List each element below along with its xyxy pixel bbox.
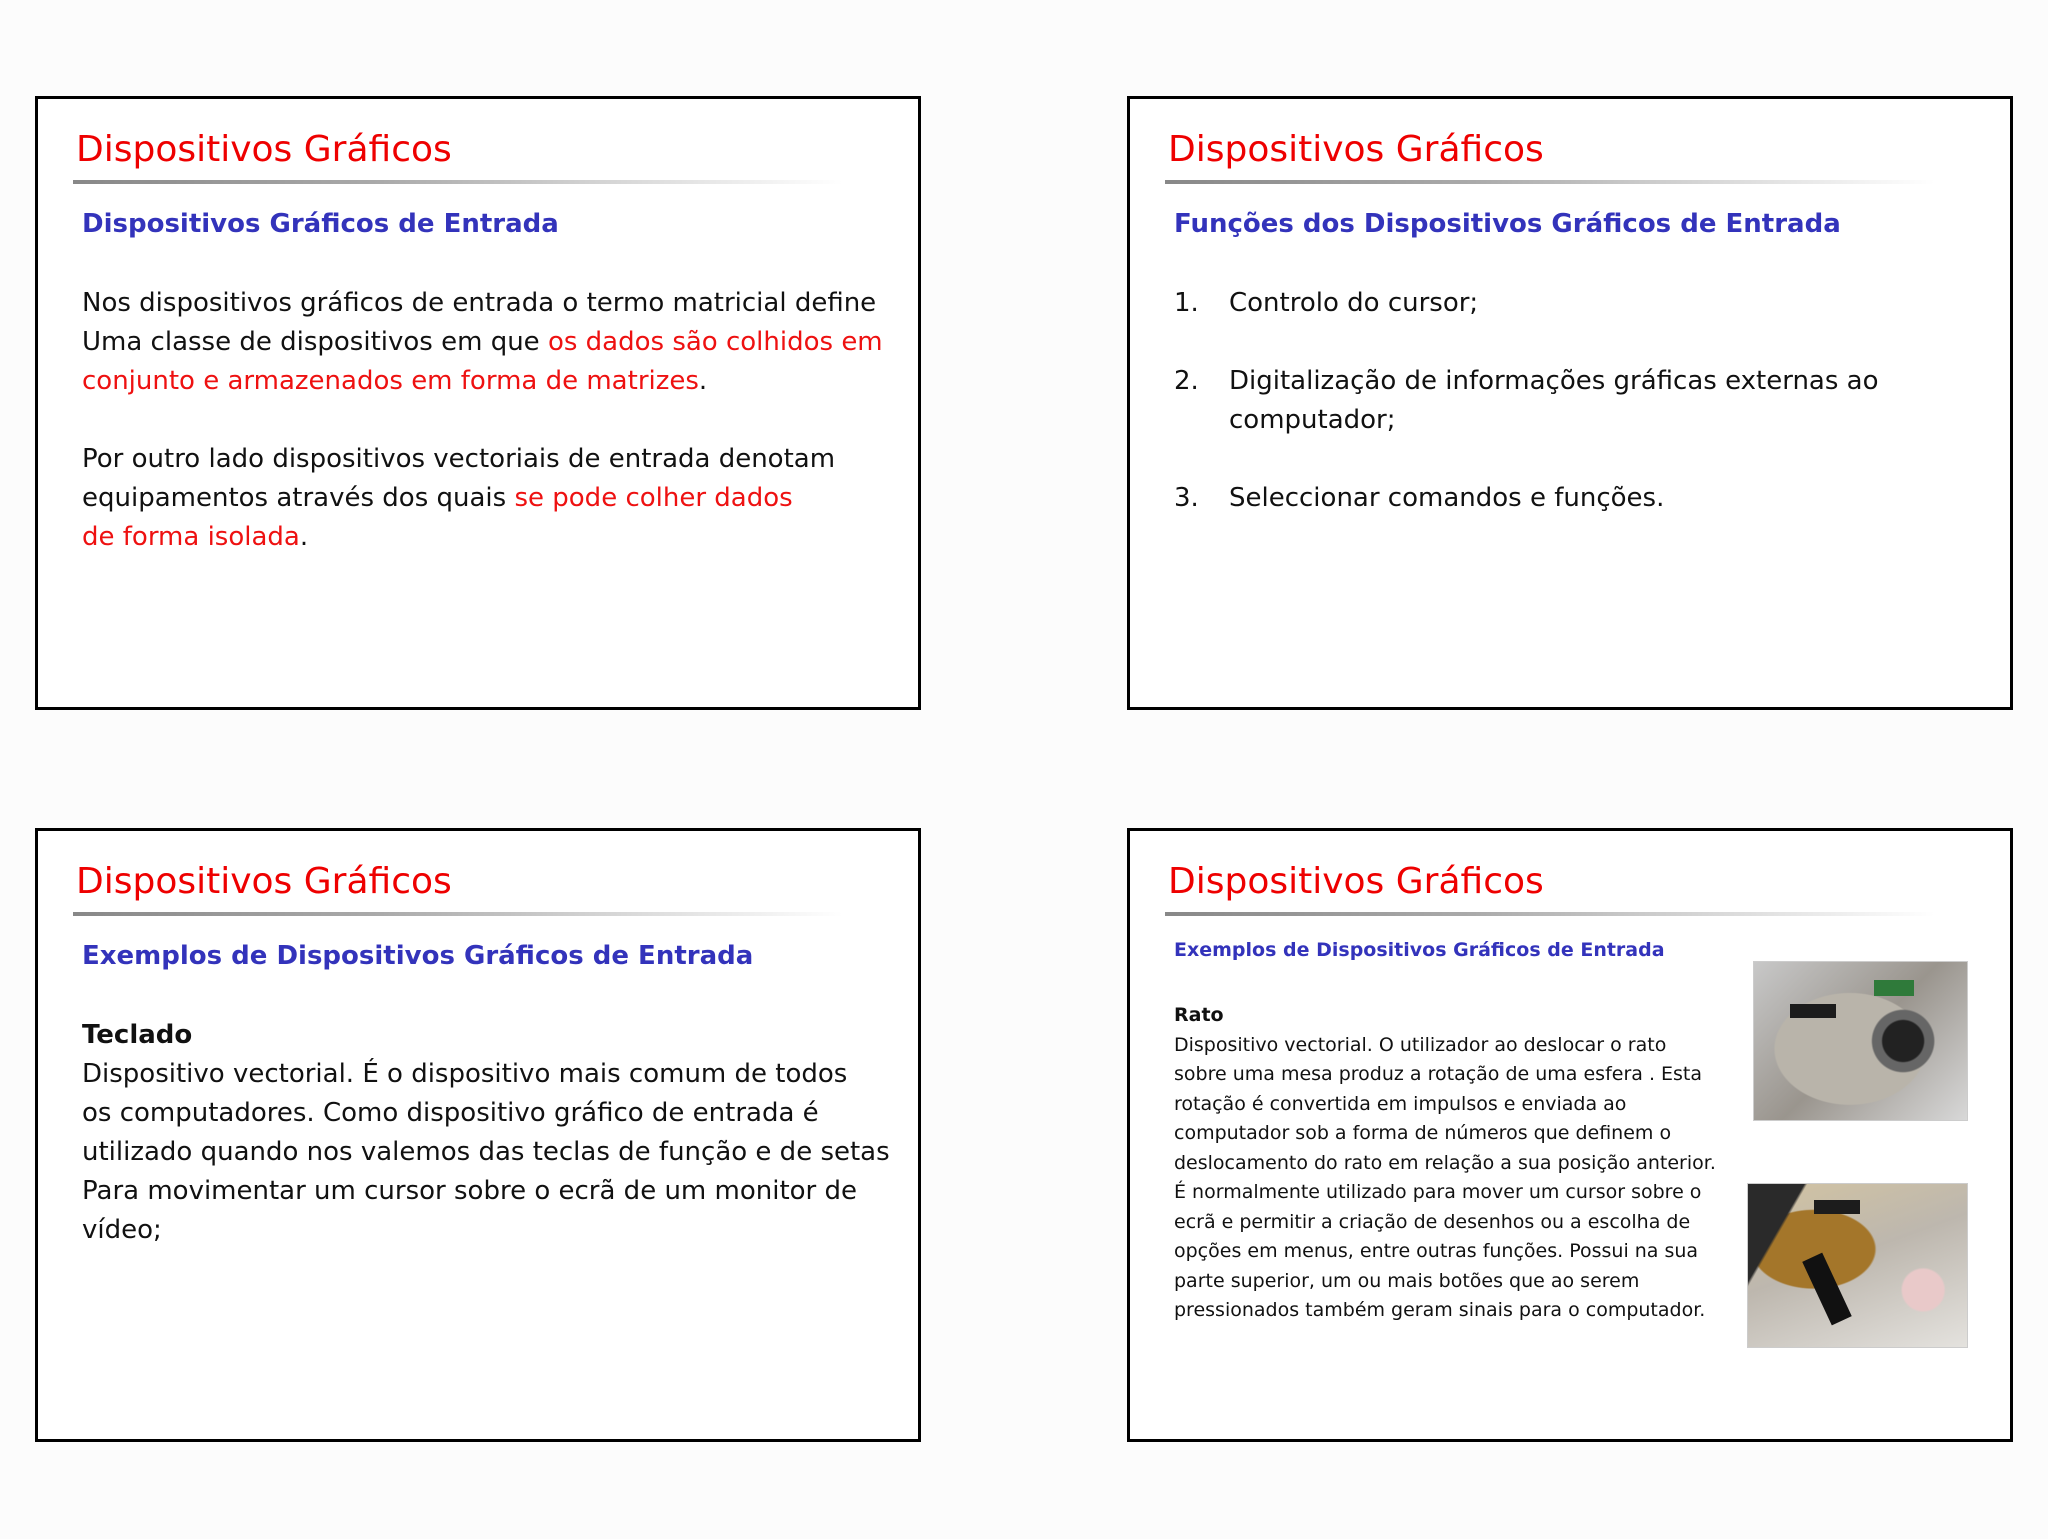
text-line: Para movimentar um cursor sobre o ecrã de um monitor de xyxy=(82,1176,858,1206)
slide-title: Dispositivos Gráficos xyxy=(1168,129,1544,170)
slide-subtitle: Exemplos de Dispositivos Gráficos de Entrada xyxy=(82,941,754,971)
slide-2 xyxy=(1127,96,2013,710)
highlighted-text: os dados são colhidos em xyxy=(547,327,883,357)
mouse-mechanism-photo xyxy=(1747,1183,1968,1348)
slide-title: Dispositivos Gráficos xyxy=(76,129,452,170)
text-line: Nos dispositivos gráficos de entrada o termo matricial define xyxy=(82,288,877,318)
circuit-board-shape xyxy=(1874,980,1914,996)
mouse-interior-photo xyxy=(1753,961,1968,1121)
text-line: É normalmente utilizado para mover um cursor sobre o xyxy=(1174,1181,1702,1203)
text-line: Por outro lado dispositivos vectoriais de entrada denotam xyxy=(82,444,836,474)
list-item xyxy=(1174,362,1954,440)
item-text: Seleccionar comandos e funções. xyxy=(1229,483,1665,513)
text-line: Uma classe de dispositivos em que xyxy=(82,327,548,357)
text-line: Dispositivo vectorial. O utilizador ao deslocar o rato xyxy=(1174,1033,1667,1056)
item-number: 2. xyxy=(1174,366,1199,396)
slide-1 xyxy=(35,96,921,710)
list-item xyxy=(1174,479,1954,518)
title-divider xyxy=(1165,180,1935,184)
text-line: opções em menus, entre outras funções. Possui na sua xyxy=(1174,1240,1699,1262)
device-heading: Rato xyxy=(1174,1004,1224,1026)
highlighted-text: se pode colher dados xyxy=(514,483,793,513)
chip-shape xyxy=(1814,1200,1860,1214)
text-line: ecrã e permitir a criação de desenhos ou a escolha de xyxy=(1174,1210,1691,1233)
item-number: 3. xyxy=(1174,483,1199,513)
highlighted-text: conjunto e armazenados em forma de matrizes xyxy=(82,366,699,396)
text-line: rotação é convertida em impulsos e enviada ao xyxy=(1174,1092,1627,1115)
slide-subtitle: Exemplos de Dispositivos Gráficos de Entrada xyxy=(1174,939,1665,961)
title-divider xyxy=(73,912,843,916)
text-line: utilizado quando nos valemos das teclas de função e de setas xyxy=(82,1137,890,1167)
title-divider xyxy=(1165,912,1935,916)
roller-shape xyxy=(1802,1253,1852,1326)
text-line: os computadores. Como dispositivo gráfico de entrada é xyxy=(82,1098,819,1128)
slide-body xyxy=(82,284,883,557)
text-line: . xyxy=(299,522,309,552)
text-line: vídeo; xyxy=(82,1215,162,1245)
highlighted-text: de forma isolada xyxy=(82,522,300,552)
text-line: deslocamento do rato em relação a sua posição anterior. xyxy=(1174,1151,1716,1174)
slide-3 xyxy=(35,828,921,1442)
chip-shape xyxy=(1790,1004,1836,1018)
text-line: equipamentos através dos quais xyxy=(82,483,515,513)
slide-title: Dispositivos Gráficos xyxy=(76,861,452,902)
title-divider xyxy=(73,180,843,184)
list-item xyxy=(1174,284,1954,323)
device-heading: Teclado xyxy=(82,1020,193,1050)
text-line: sobre uma mesa produz a rotação de uma esfera . Esta xyxy=(1174,1063,1703,1085)
item-text: Controlo do cursor; xyxy=(1229,288,1479,318)
slide-subtitle: Dispositivos Gráficos de Entrada xyxy=(82,209,559,239)
function-list xyxy=(1174,284,1954,557)
text-line: parte superior, um ou mais botões que ao serem xyxy=(1174,1269,1640,1292)
paragraph-1 xyxy=(82,284,883,401)
item-number: 1. xyxy=(1174,288,1199,318)
text-line: . xyxy=(698,366,708,396)
slide-4 xyxy=(1127,828,2013,1442)
slide-body xyxy=(82,1016,890,1250)
text-line: computador sob a forma de números que definem o xyxy=(1174,1122,1672,1144)
slide-subtitle: Funções dos Dispositivos Gráficos de Entrada xyxy=(1174,209,1841,239)
text-line: Dispositivo vectorial. É o dispositivo mais comum de todos xyxy=(82,1059,848,1089)
slide-body xyxy=(1174,1001,1734,1326)
slide-title: Dispositivos Gráficos xyxy=(1168,861,1544,902)
item-text: Digitalização de informações gráficas externas ao computador; xyxy=(1229,366,1879,435)
text-line: pressionados também geram sinais para o computador. xyxy=(1174,1299,1706,1321)
paragraph-2 xyxy=(82,440,883,557)
